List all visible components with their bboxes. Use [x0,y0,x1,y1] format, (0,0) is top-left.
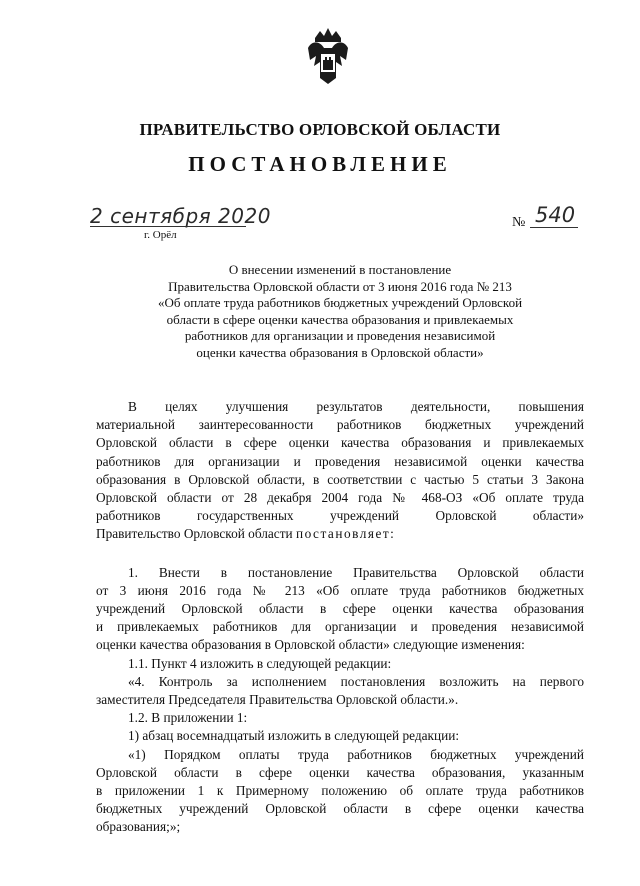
subject-line: области в сфере оценки качества образования и привлекаемых [166,311,514,327]
item-1-1: 1.1. Пункт 4 изложить в следующей редакции: [128,655,392,671]
handwritten-date: 2 сентября 2020 [90,204,271,228]
item-1-1-text-line: заместителя Председателя Правительства Орловской области.». [96,692,459,708]
preamble-verb: постановляет: [295,526,396,542]
city-label: г. Орёл [144,229,177,241]
preamble-line: Орловской области в сфере оценки качества образования и привлекаемых [96,435,584,451]
item-1-2-1-text-line: в приложении 1 к Примерному положению об оплате труда работников [96,783,584,799]
document-body [96,398,584,837]
item-1-line: учреждений Орловской области в сфере оценки качества образования [96,601,584,617]
preamble-line: В целях улучшения результатов деятельности, повышения [128,399,584,414]
item-1-line: 1. Внести в постановление Правительства Орловской области [128,564,584,580]
item-1-2-1-text-line: Орловской области в сфере оценки качества образования, указанным [96,764,584,780]
number-underline [530,227,578,228]
preamble-line: Орловской области от 28 декабря 2004 года № 468-ОЗ «Об оплате труда [96,490,584,506]
subject-line: «Об оплате труда работников бюджетных учреждений Орловской [157,295,523,310]
subject-line: работников для организации и проведения независимой [184,328,496,343]
preamble-line: работников государственных учреждений Орловской области» [96,508,584,524]
document-type: ПОСТАНОВЛЕНИЕ [188,152,452,176]
item-1-1-text-line: «4. Контроль за исполнением постановления возложить на первого [128,673,584,689]
government-title: ПРАВИТЕЛЬСТВО ОРЛОВСКОЙ ОБЛАСТИ [139,120,501,139]
preamble-line: материальной заинтересованности работников бюджетных учреждений [96,417,584,433]
number-label: № [512,215,526,230]
item-1-2-1-text-line: бюджетных учреждений Орловской области в сфере оценки качества [96,801,584,817]
preamble-line: образования в Орловской области, в соответствии с частью 5 статьи 3 Закона [96,471,584,487]
subject-line: Правительства Орловской области от 3 июня 2016 года № 213 [168,278,512,294]
item-1-line: оценки качества образования в Орловской области» следующие изменения: [96,637,525,653]
preamble-subject: Правительство Орловской области [96,526,293,542]
coat-of-arms-icon [306,26,350,86]
item-1-2-1-text-line: «1) Порядком оплаты труда работников бюджетных учреждений [128,746,584,762]
item-1-line: и привлекаемых работников для организации и проведения независимой [96,619,584,635]
item-1-line: от 3 июня 2016 года № 213 «Об оплате труда работников бюджетных [96,582,584,598]
item-1-2-1-text-line: образования;»; [96,819,181,835]
item-1-2: 1.2. В приложении 1: [128,710,248,726]
preamble-line: работников для организации и проведения независимой оценки качества [96,453,584,469]
handwritten-number: 540 [535,203,576,227]
preamble-last-line [96,525,584,543]
subject-line: О внесении изменений в постановление [228,262,452,277]
subject-line: оценки качества образования в Орловской области» [196,344,484,360]
item-1-2-1: 1) абзац восемнадцатый изложить в следующей редакции: [128,728,460,744]
document-subject [100,262,580,361]
date-underline [90,226,246,227]
